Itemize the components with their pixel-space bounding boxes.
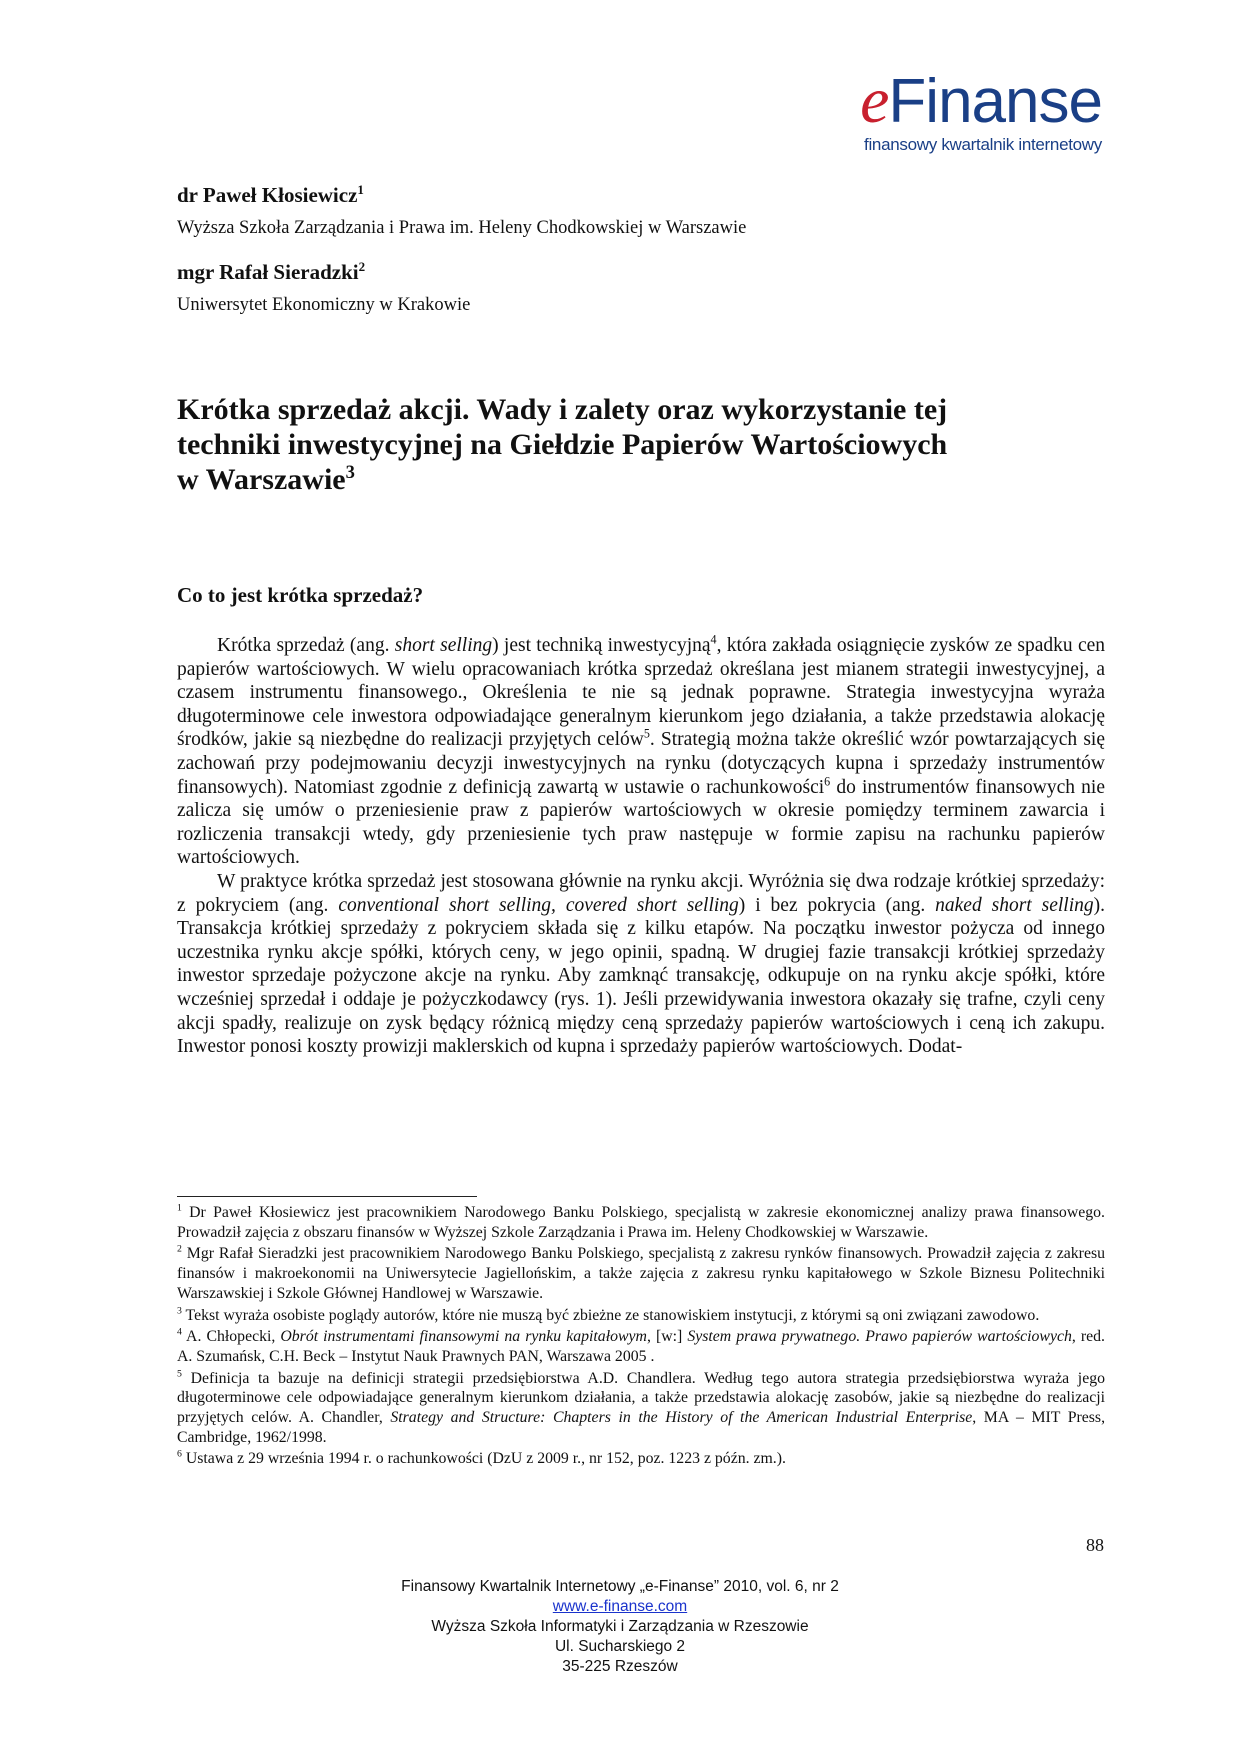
footnote-ref-4[interactable]: 4: [710, 632, 717, 647]
author-2-name-text: mgr Rafał Sieradzki: [177, 260, 359, 284]
footnote-ref-5[interactable]: 5: [643, 726, 650, 741]
logo-tagline: finansowy kwartalnik internetowy: [864, 135, 1102, 154]
footnote-3-text: Tekst wyraża osobiste poglądy autorów, które nie muszą być zbieżne ze stanowiskiem instytucji, z którymi są oni związani zawodowo.: [181, 1306, 1040, 1324]
footer-city: 35-225 Rzeszów: [562, 1658, 678, 1675]
footnote-2-number: 2: [177, 1244, 182, 1256]
author-1-name-text: dr Paweł Kłosiewicz: [177, 183, 358, 207]
logo-finanse: Finanse: [888, 67, 1102, 136]
article-title: [177, 392, 1077, 497]
footnote-2-text: Mgr Rafał Sieradzki jest pracownikiem Narodowego Banku Polskiego, specjalistą z zakresu rynków finansowych. Prowadził zajęcia z zakresu finansów i makroekonomii na Uniwersytecie Jagiellońskim, a także zajęcia z zakresu rynku kapitałowego w Szkole Biznesu Politechniki Warszawskiej i Szkole Głównej Handlowej w Warszawie.: [177, 1245, 1105, 1302]
footer-school: Wyższa Szkoła Informatyki i Zarządzania w Rzeszowie: [431, 1618, 809, 1635]
paragraph-1: [177, 634, 1105, 870]
author-2-footnote-ref[interactable]: 2: [358, 259, 366, 274]
footnote-4-text-b: , [w:]: [646, 1328, 688, 1346]
footnote-4-number: 4: [177, 1326, 182, 1338]
title-line-3: [177, 462, 1077, 497]
footnote-5: [177, 1369, 1105, 1448]
footer-journal: Finansowy Kwartalnik Internetowy „e-Finanse” 2010, vol. 6, nr 2: [401, 1578, 839, 1595]
footnote-4-italic-a: Obrót instrumentami finansowymi na rynku kapitałowym: [280, 1328, 647, 1346]
footnote-5-text-b: , MA – MIT Press, Cambridge, 1962/1998.: [177, 1409, 1106, 1446]
logo-wordmark: [842, 64, 1102, 137]
footnote-ref-6[interactable]: 6: [824, 774, 831, 789]
footnote-4-italic-b: System prawa prywatnego. Prawo papierów wartościowych: [687, 1328, 1072, 1346]
paragraph-2: [177, 870, 1105, 1059]
footnote-5-number: 5: [177, 1368, 182, 1380]
author-1-affiliation: Wyższa Szkoła Zarządzania i Prawa im. Heleny Chodkowskiej w Warszawie: [177, 218, 747, 238]
footnote-separator: [177, 1196, 477, 1197]
p1-text-b: ) jest techniką inwestycyjną: [492, 635, 711, 656]
footnote-4-text-c: , red. A. Szumańsk, C.H. Beck – Instytut Nauk Prawnych PAN, Warszawa 2005 .: [177, 1328, 1105, 1365]
p2-italic-term-3: naked short selling: [935, 894, 1094, 916]
footnote-4: [177, 1327, 1105, 1366]
page-footer: [0, 1577, 1240, 1677]
footnote-1-text: Dr Paweł Kłosiewicz jest pracownikiem Narodowego Banku Polskiego, specjalistą w zakresie ekonomicznej analizy prawa finansowego. Prowadził zajęcia z obszaru finansów w Wyższej Szkole Zarządzania i Prawa im. Heleny Chodkowskiej w Warszawie.: [177, 1204, 1105, 1241]
title-line-3-text: w Warszawie: [177, 463, 346, 496]
footnote-1: [177, 1203, 1105, 1242]
title-line-2: techniki inwestycyjnej na Giełdzie Papierów Wartościowych: [177, 428, 948, 461]
p2-italic-term-1: conventional short selling: [338, 894, 552, 916]
p1-text-e: do instrumentów finansowych nie zalicza się umów o przeniesienie praw z papierów wartościowych w okresie pomiędzy terminem zawarcia i rozliczenia transakcji wtedy, gdy przeniesienie tych praw następuje w formie zapisu na rachunku papierów wartościowych.: [177, 776, 1105, 869]
footnote-1-number: 1: [177, 1202, 182, 1214]
p1-italic-term: short selling: [394, 635, 493, 656]
footnote-3-number: 3: [177, 1305, 182, 1317]
footnote-5-text-a: Definicja ta bazuje na definicji strategii przedsiębiorstwa A.D. Chandlera. Według tego autora strategia przedsiębiorstwa wyraża jego długoterminowe cele odpowiadające generalnym kierunkom działania, a także przedstawia alokację zasobów, jakie są niezbędne do realizacji przyjętych celów. A. Chandler,: [177, 1369, 1105, 1427]
footnote-6: [177, 1449, 1105, 1469]
p2-text-c: ). Transakcja krótkiej sprzedaży z pokryciem składa się z kilku etapów. Na początku inwestor pożycza od innego uczestnika rynku akcje spółki, których ceny, w jego opinii, spadną. W drugiej fazie transakcji krótkiej sprzedaży inwestor sprzedaje pożyczone akcje na rynku. Aby zamknąć transakcję, odkupuje on na rynku akcje spółki, które wcześniej sprzedał i oddaje je pożyczkodawcy (rys. 1). Jeśli przewidywania inwestora okazały się trafne, czyli ceny akcji spadły, realizuje on zysk będący różnicą między ceną sprzedaży papierów wartościowych i ceną ich zakupu. Inwestor ponosi koszty prowizji maklerskich od kupna i sprzedaży papierów wartościowych. Dodat-: [177, 894, 1106, 1058]
page-number: 88: [1086, 1535, 1104, 1555]
efinanse-logo: [842, 64, 1102, 155]
logo-e: e: [860, 64, 889, 137]
p1-text-d: . Strategią można także określić wzór powtarzających się zachowań przy podejmowaniu decyzji inwestycyjnych na rynku (dotyczących kupna i sprzedaży instrumentów finansowych). Natomiast zgodnie z definicją zawartą w ustawie o rachunkowości: [177, 729, 1105, 798]
footnote-2: [177, 1244, 1105, 1303]
p2-text-a: W praktyce krótka sprzedaż jest stosowana głównie na rynku akcji. Wyróżnia się dwa rodzaje krótkiej sprzedaży: z pokryciem (ang.: [177, 870, 1105, 916]
p1-text-a: Krótka sprzedaż (ang.: [217, 635, 395, 656]
footnote-6-number: 6: [177, 1449, 182, 1461]
footnote-4-text-a: A. Chłopecki,: [181, 1328, 281, 1346]
footer-url-line: [0, 1597, 1240, 1617]
body-text: [177, 634, 1105, 1059]
section-heading: Co to jest krótka sprzedaż?: [177, 583, 424, 607]
author-2-affiliation: Uniwersytet Ekonomiczny w Krakowie: [177, 295, 471, 315]
p2-italic-separator: ,: [551, 894, 566, 916]
author-1-footnote-ref[interactable]: 1: [357, 182, 364, 197]
footer-url-link[interactable]: www.e-finanse.com: [552, 1598, 688, 1615]
footnote-5-italic: Strategy and Structure: Chapters in the History of the American Industrial Enterprise: [390, 1409, 973, 1427]
p2-italic-term-2: covered short selling: [565, 894, 739, 916]
p1-text-c: , która zakłada osiągnięcie zysków ze spadku cen papierów wartościowych. W wielu opracowaniach krótka sprzedaż określana jest mianem strategii inwestycyjnej, a czasem instrumentu finansowego., Określenia te nie są jednak poprawne. Strategia inwestycyjna wyraża długoterminowe cele inwestora odpowiadające generalnym kierunkom jego działania, a także przedstawia alokację środków, jakie są niezbędne do realizacji przyjętych celów: [177, 635, 1105, 751]
title-footnote-ref[interactable]: 3: [345, 462, 355, 483]
p2-text-b: ) i bez pokrycia (ang.: [738, 894, 936, 916]
footnotes: [177, 1203, 1105, 1471]
author-1-name: [177, 183, 364, 208]
footnote-3: [177, 1306, 1105, 1326]
author-2-name: [177, 260, 365, 285]
title-line-1: Krótka sprzedaż akcji. Wady i zalety oraz wykorzystanie tej: [177, 393, 948, 426]
footer-street: Ul. Sucharskiego 2: [554, 1638, 686, 1655]
footnote-6-text: Ustawa z 29 września 1994 r. o rachunkowości (DzU z 2009 r., nr 152, poz. 1223 z późn. zm.).: [181, 1450, 786, 1468]
